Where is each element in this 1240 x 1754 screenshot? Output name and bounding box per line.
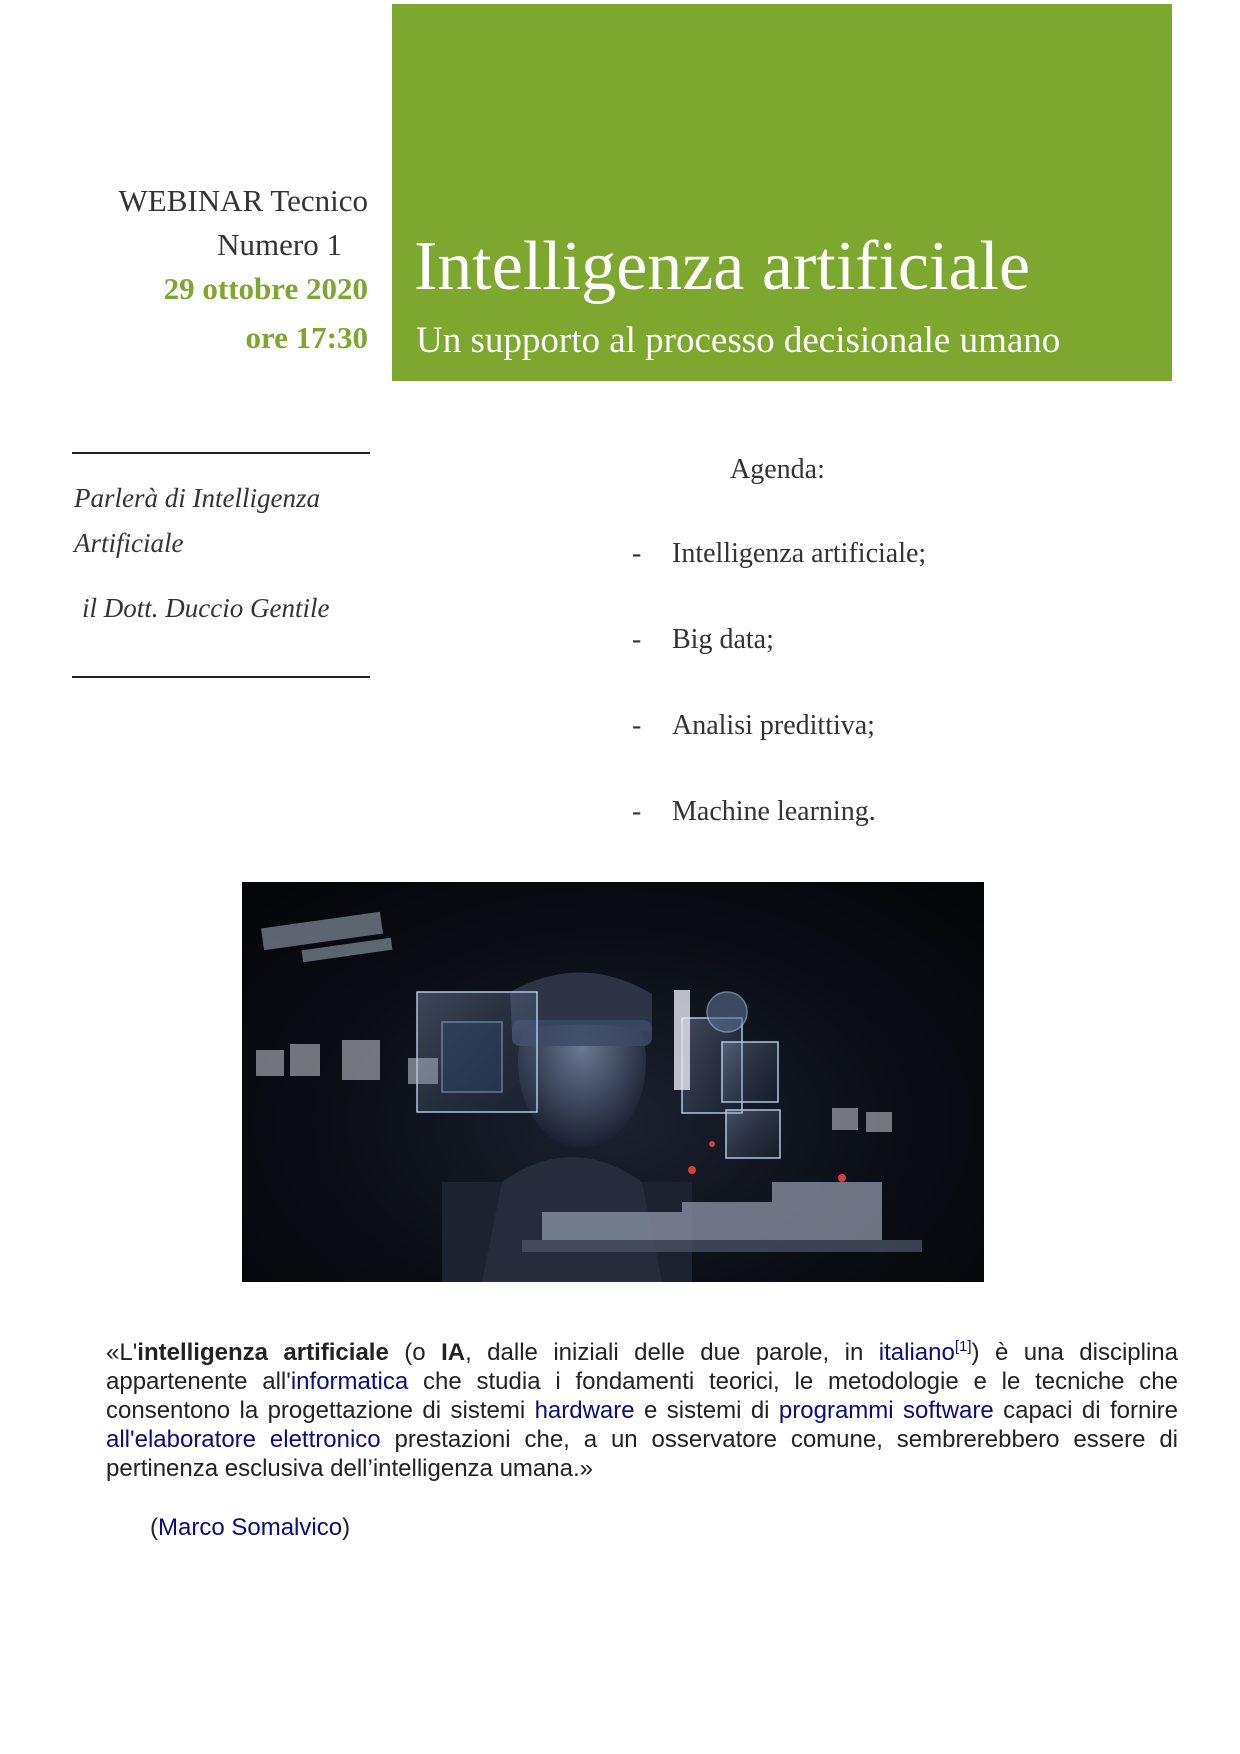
agenda-item (632, 626, 926, 712)
quote-text: prestazioni che, a un osservatore comune, sembrerebbero essere di pertinenza esclusiva dell’intelligenza umana.» (106, 1426, 1178, 1482)
quote-text: che studia i fondamenti teorici, le metodologie e le tecniche che consentono la progettazione di sistemi (106, 1368, 1178, 1424)
title-banner (392, 4, 1172, 381)
agenda-bullet: - (632, 624, 642, 655)
quote-text: (o (388, 1339, 442, 1366)
hero-image (242, 882, 984, 1282)
link-elaboratore[interactable]: all'elaboratore elettronico (106, 1426, 381, 1453)
speaker-name: il Dott. Duccio Gentile (82, 593, 330, 623)
page-title: Intelligenza artificiale (414, 228, 1031, 305)
divider-bottom (72, 676, 370, 678)
event-time: ore 17:30 (245, 320, 368, 355)
event-type: WEBINAR Tecnico (118, 183, 368, 218)
definition-quote (106, 1338, 1178, 1483)
ar-headset-illustration (242, 882, 984, 1282)
quote-term: intelligenza artificiale (137, 1339, 389, 1366)
paren: ( (150, 1514, 158, 1541)
agenda-item (632, 712, 926, 798)
divider-top (72, 452, 370, 454)
data-bar (674, 990, 690, 1090)
page-subtitle: Un supporto al processo decisionale umano (416, 320, 1061, 361)
link-programmi-software[interactable]: programmi software (778, 1397, 994, 1424)
agenda-item-label: Big data; (672, 624, 774, 655)
link-informatica[interactable]: informatica (290, 1368, 409, 1395)
footnote-ref[interactable]: [1] (954, 1338, 972, 1355)
agenda-list (632, 540, 926, 884)
paren: ) (342, 1514, 351, 1541)
agenda-item-label: Machine learning. (672, 796, 876, 827)
speaker-intro: Parlerà di Intelligenza Artificiale (74, 483, 320, 558)
event-date: 29 ottobre 2020 (163, 271, 368, 306)
link-author[interactable]: Marco Somalvico (158, 1514, 343, 1541)
agenda-bullet: - (632, 796, 642, 827)
station-graphic (261, 912, 392, 962)
agenda-item (632, 540, 926, 626)
agenda-bullet: - (632, 538, 642, 569)
quote-text: ) è una disciplina appartenente all' (106, 1339, 1178, 1395)
event-number: Numero 1 (217, 227, 342, 262)
quote-text: capaci di fornire (993, 1397, 1178, 1424)
link-hardware[interactable]: hardware (534, 1397, 635, 1424)
agenda-bullet: - (632, 710, 642, 741)
agenda-item-label: Intelligenza artificiale; (672, 538, 927, 569)
agenda-title: Agenda: (730, 454, 825, 485)
agenda-item-label: Analisi predittiva; (672, 710, 875, 741)
quote-author (150, 1514, 350, 1542)
quote-abbr: IA (441, 1339, 466, 1366)
agenda-item (632, 798, 926, 884)
quote-text: e sistemi di (634, 1397, 779, 1424)
link-italiano[interactable]: italiano (878, 1339, 955, 1366)
quote-text: , dalle iniziali delle due parole, in (465, 1339, 879, 1366)
quote-text: «L' (106, 1339, 138, 1366)
